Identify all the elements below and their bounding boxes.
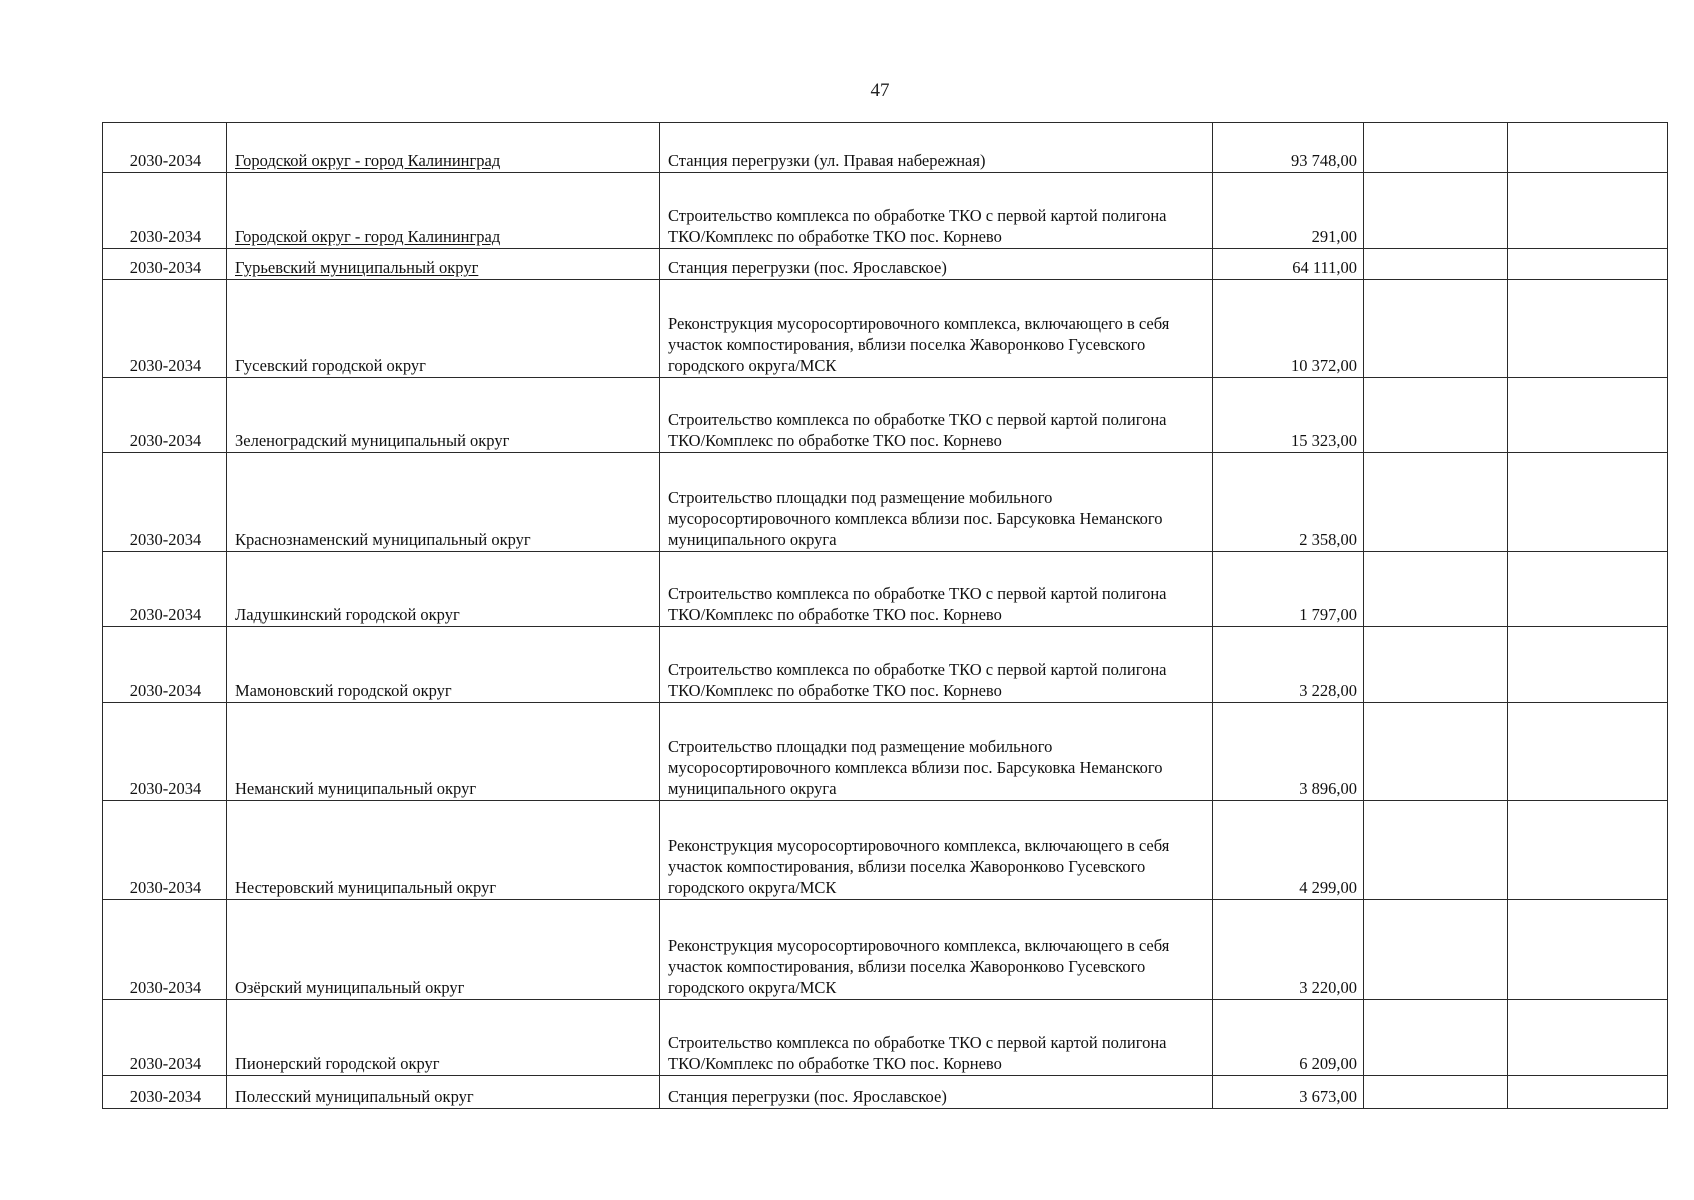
amount-cell: 1 797,00 [1213, 552, 1364, 627]
empty-cell [1364, 249, 1508, 280]
amount-cell: 10 372,00 [1213, 280, 1364, 378]
municipality-cell: Гусевский городской округ [227, 280, 660, 378]
empty-cell [1508, 1076, 1668, 1109]
empty-cell [1364, 1076, 1508, 1109]
empty-cell [1364, 173, 1508, 249]
table-row [103, 378, 1668, 453]
amount-cell: 6 209,00 [1213, 1000, 1364, 1076]
table-row [103, 627, 1668, 703]
object-cell: Строительство комплекса по обработке ТКО с первой картой полигона ТКО/Комплекс по обработке ТКО пос. Корнево [660, 378, 1213, 453]
amount-cell: 3 673,00 [1213, 1076, 1364, 1109]
empty-cell [1508, 801, 1668, 900]
amount-cell: 93 748,00 [1213, 123, 1364, 173]
empty-cell [1508, 280, 1668, 378]
municipality-cell: Мамоновский городской округ [227, 627, 660, 703]
table-row [103, 1076, 1668, 1109]
empty-cell [1508, 552, 1668, 627]
empty-cell [1364, 552, 1508, 627]
empty-cell [1508, 378, 1668, 453]
amount-cell: 4 299,00 [1213, 801, 1364, 900]
empty-cell [1364, 801, 1508, 900]
empty-cell [1364, 378, 1508, 453]
municipality-cell: Неманский муниципальный округ [227, 703, 660, 801]
empty-cell [1508, 627, 1668, 703]
period-cell: 2030-2034 [103, 249, 227, 280]
object-cell: Станция перегрузки (пос. Ярославское) [660, 1076, 1213, 1109]
empty-cell [1364, 123, 1508, 173]
object-cell: Строительство комплекса по обработке ТКО с первой картой полигона ТКО/Комплекс по обработке ТКО пос. Корнево [660, 173, 1213, 249]
table-row [103, 552, 1668, 627]
empty-cell [1508, 703, 1668, 801]
period-cell: 2030-2034 [103, 627, 227, 703]
object-cell: Реконструкция мусоросортировочного комплекса, включающего в себя участок компостирования, вблизи поселка Жаворонково Гусевского городского округа/МСК [660, 280, 1213, 378]
empty-cell [1364, 453, 1508, 552]
municipality-cell: Зеленоградский муниципальный округ [227, 378, 660, 453]
municipality-cell: Озёрский муниципальный округ [227, 900, 660, 1000]
municipality-cell: Нестеровский муниципальный округ [227, 801, 660, 900]
object-cell: Станция перегрузки (ул. Правая набережная) [660, 123, 1213, 173]
empty-cell [1508, 123, 1668, 173]
object-cell: Строительство комплекса по обработке ТКО с первой картой полигона ТКО/Комплекс по обработке ТКО пос. Корнево [660, 1000, 1213, 1076]
object-cell: Станция перегрузки (пос. Ярославское) [660, 249, 1213, 280]
object-cell: Строительство комплекса по обработке ТКО с первой картой полигона ТКО/Комплекс по обработке ТКО пос. Корнево [660, 552, 1213, 627]
period-cell: 2030-2034 [103, 378, 227, 453]
empty-cell [1364, 1000, 1508, 1076]
amount-cell: 3 220,00 [1213, 900, 1364, 1000]
municipality-cell: Гурьевский муниципальный округ [227, 249, 660, 280]
period-cell: 2030-2034 [103, 123, 227, 173]
municipality-cell: Краснознаменский муниципальный округ [227, 453, 660, 552]
empty-cell [1364, 703, 1508, 801]
municipality-cell: Полесский муниципальный округ [227, 1076, 660, 1109]
period-cell: 2030-2034 [103, 173, 227, 249]
municipality-cell: Ладушкинский городской округ [227, 552, 660, 627]
empty-cell [1508, 173, 1668, 249]
table-row [103, 1000, 1668, 1076]
table-row [103, 280, 1668, 378]
empty-cell [1508, 249, 1668, 280]
empty-cell [1508, 1000, 1668, 1076]
amount-cell: 2 358,00 [1213, 453, 1364, 552]
municipality-cell: Городской округ - город Калининград [227, 123, 660, 173]
empty-cell [1364, 280, 1508, 378]
table-row [103, 453, 1668, 552]
period-cell: 2030-2034 [103, 801, 227, 900]
empty-cell [1364, 627, 1508, 703]
empty-cell [1364, 900, 1508, 1000]
period-cell: 2030-2034 [103, 900, 227, 1000]
table-row [103, 900, 1668, 1000]
table-row [103, 173, 1668, 249]
municipality-cell: Пионерский городской округ [227, 1000, 660, 1076]
object-cell: Строительство площадки под размещение мобильного мусоросортировочного комплекса вблизи пос. Барсуковка Неманского муниципального округа [660, 703, 1213, 801]
object-cell: Реконструкция мусоросортировочного комплекса, включающего в себя участок компостирования, вблизи поселка Жаворонково Гусевского городского округа/МСК [660, 900, 1213, 1000]
municipality-cell: Городской округ - город Калининград [227, 173, 660, 249]
amount-cell: 15 323,00 [1213, 378, 1364, 453]
period-cell: 2030-2034 [103, 280, 227, 378]
table-row [103, 123, 1668, 173]
amount-cell: 64 111,00 [1213, 249, 1364, 280]
period-cell: 2030-2034 [103, 703, 227, 801]
object-cell: Строительство площадки под размещение мобильного мусоросортировочного комплекса вблизи пос. Барсуковка Неманского муниципального округа [660, 453, 1213, 552]
table-row [103, 703, 1668, 801]
amount-cell: 3 228,00 [1213, 627, 1364, 703]
investment-table [102, 122, 1668, 1109]
amount-cell: 3 896,00 [1213, 703, 1364, 801]
period-cell: 2030-2034 [103, 1000, 227, 1076]
object-cell: Строительство комплекса по обработке ТКО с первой картой полигона ТКО/Комплекс по обработке ТКО пос. Корнево [660, 627, 1213, 703]
table-row [103, 249, 1668, 280]
amount-cell: 291,00 [1213, 173, 1364, 249]
period-cell: 2030-2034 [103, 1076, 227, 1109]
period-cell: 2030-2034 [103, 453, 227, 552]
table-row [103, 801, 1668, 900]
empty-cell [1508, 900, 1668, 1000]
page-number: 47 [870, 80, 890, 101]
object-cell: Реконструкция мусоросортировочного комплекса, включающего в себя участок компостирования, вблизи поселка Жаворонково Гусевского городского округа/МСК [660, 801, 1213, 900]
empty-cell [1508, 453, 1668, 552]
period-cell: 2030-2034 [103, 552, 227, 627]
